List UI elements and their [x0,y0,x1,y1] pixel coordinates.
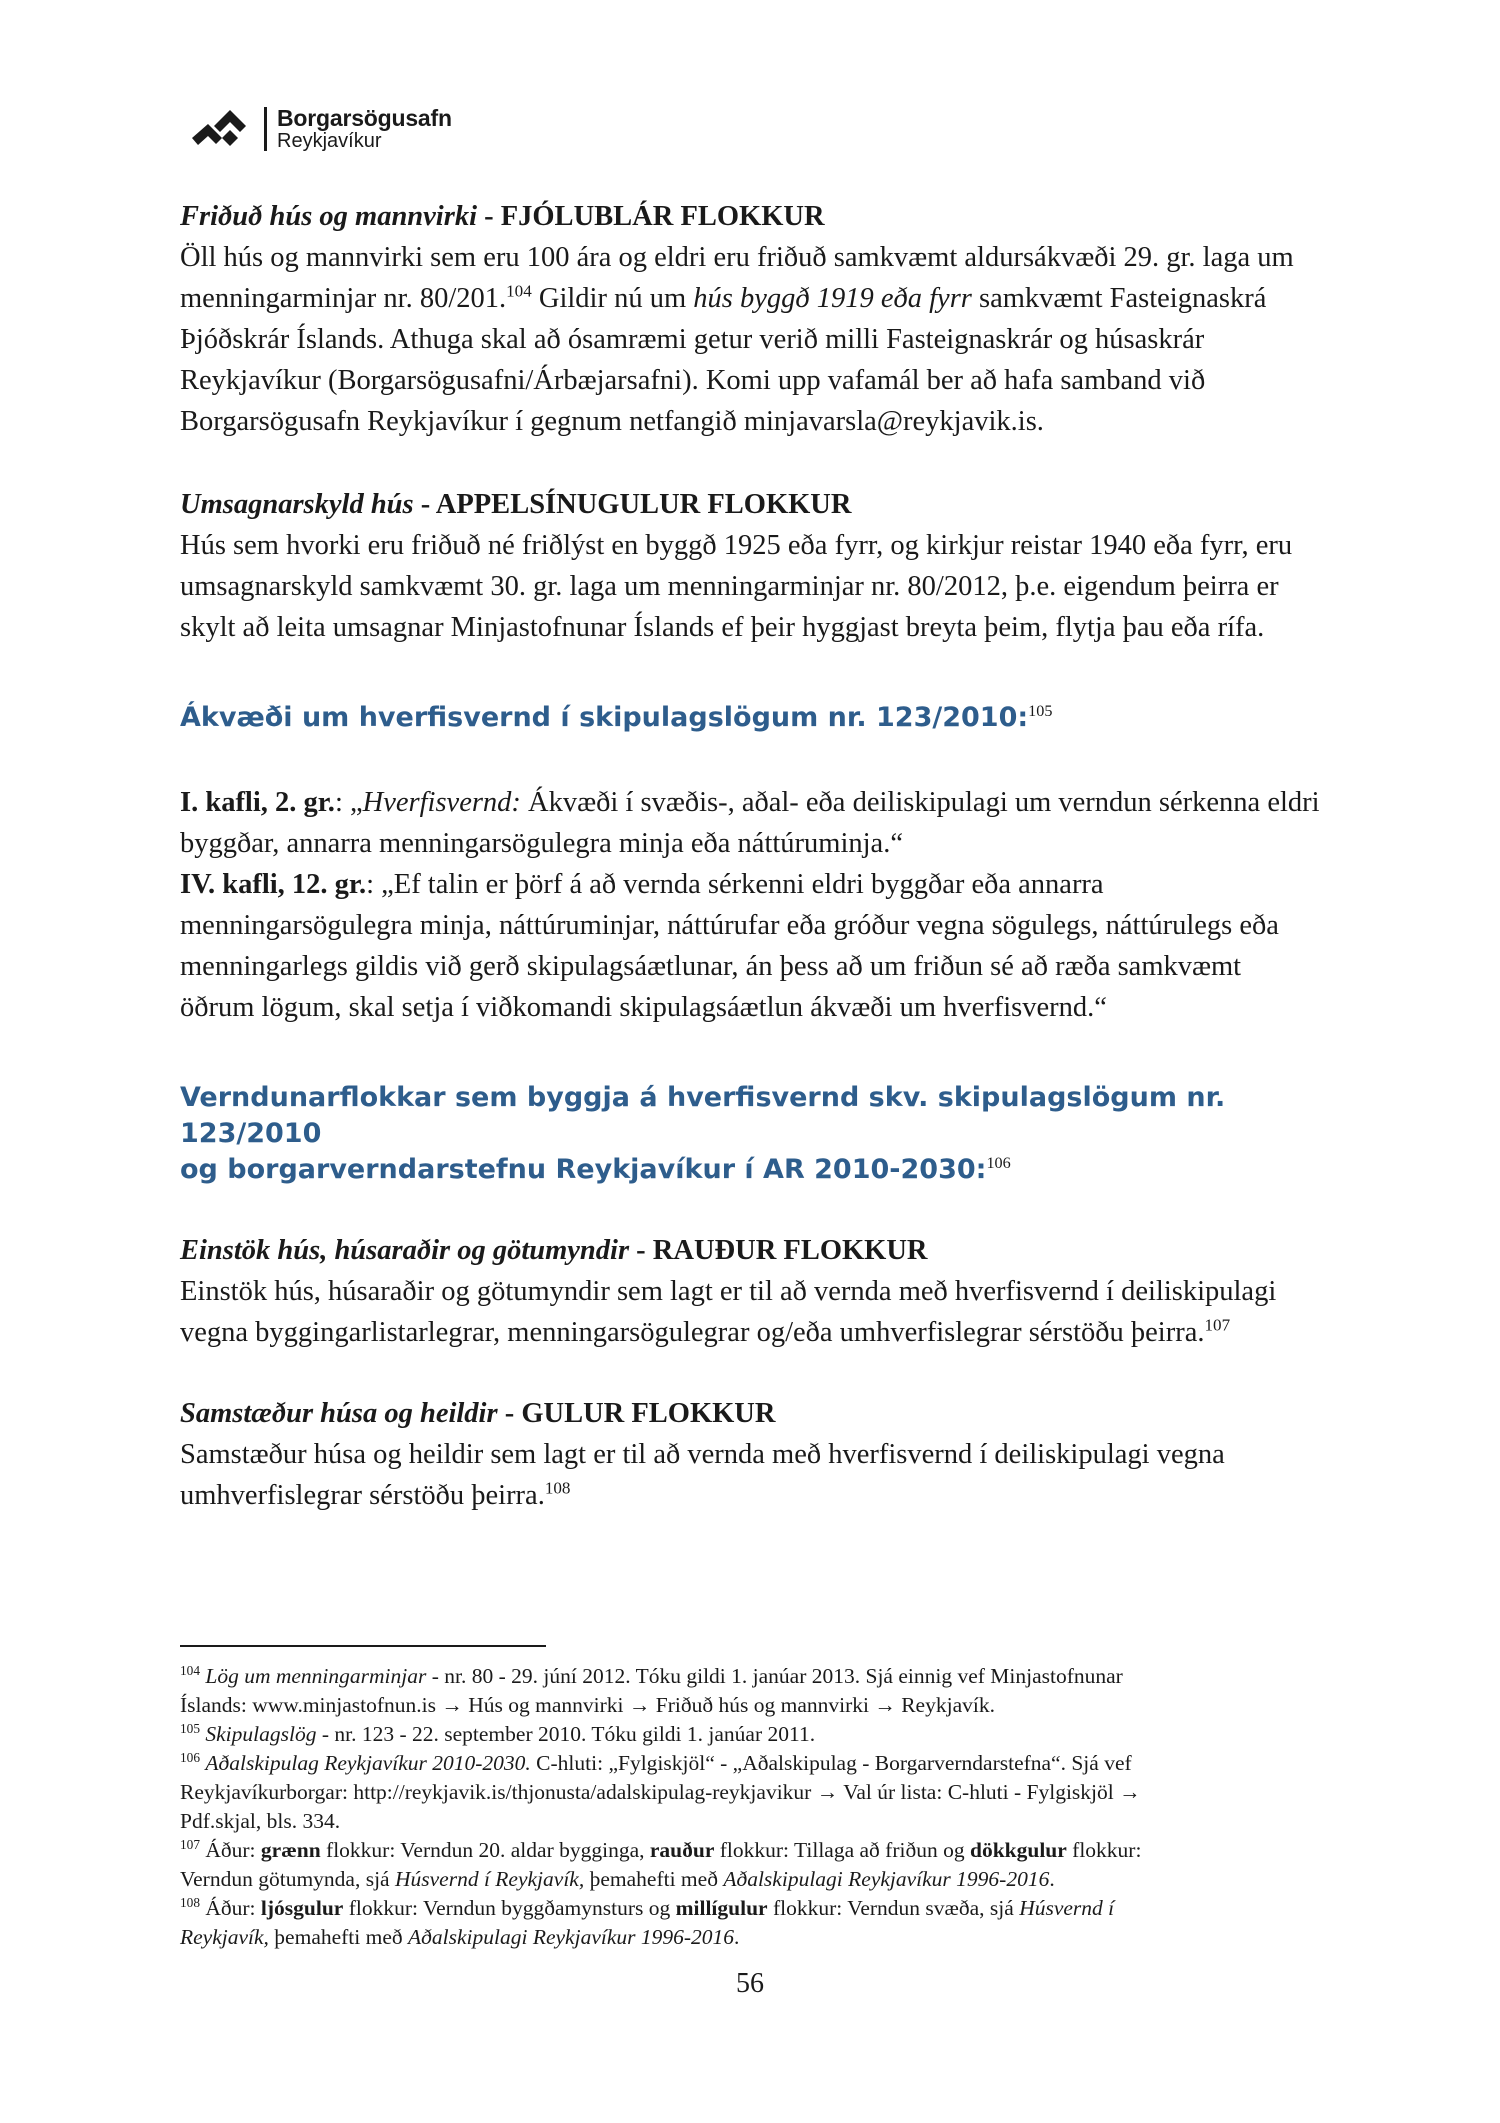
footnote-104: $^{104}$ Lög um menningarminjar - nr. 80 - 29. júní 2012. Tóku gildi 1. janúar 2013. Sjá einnig vef Minjastofnunar Íslands: www.minjastofnun.is → Hús og mannvirki → Friðuð hús og mannvirki → Reykjavík. [180,1662,1123,1717]
footnote-ref: 105 [1028,702,1053,720]
footnote-105: $^{105}$ Skipulagslög - nr. 123 - 22. september 2010. Tóku gildi 1. janúar 2011. [180,1720,816,1746]
footnote-106: $^{106}$ Aðalskipulag Reykjavíkur 2010-2030. C-hluti: „Fylgiskjöl“ - „Aðalskipulag - Borgarverndarstefna“. Sjá vef Reykjavíkurborgar: http://reykjavik.is/thjonusta/adalskipulag-reykjavikur → Val úr lista: C-hluti - Fylgiskjöl → Pdf.skjal, bls. 334. [180,1749,1141,1833]
logo-name: Borgarsögusafn [277,105,452,132]
law-quotes [180,782,1320,1028]
quote-kafli-1: I. kafli, 2. gr.: „Hverfisvernd: Ákvæði í svæðis-, aðal- eða deiliskipulagi um verndun sérkenna eldri byggðar, annarra menningarsögulegra minja eða náttúruminja.“ [180,787,1320,859]
section-gulur [180,1393,1320,1516]
main-content [180,196,1320,1516]
section-text: Einstök hús, húsaraðir og götumyndir sem lagt er til að vernda með hverfisvernd í deiliskipulagi vegna byggingarlistarlegrar, menningarsögulegrar og/eða umhverfislegrar sérstöðu þeirra.$^{107}$ [180,1276,1277,1348]
footnote-ref: 104 [506,281,532,301]
section-text: Öll hús og mannvirki sem eru 100 ára og eldri eru friðuð samkvæmt aldursákvæði 29. gr. laga um menningarminjar nr. 80/201.$^{104}$ Gildir nú um hús byggð 1919 eða fyrr samkvæmt Fasteignaskrá Þjóðskrár Íslands. Athuga skal að ósamræmi getur verið milli Fasteignaskrár og húsaskrár Reykjavíkur (Borgarsögusafni/Árbæjarsafni). Komi upp vafamál ber að hafa samband við Borgarsögusafn Reykjavíkur í gegnum netfangið minjavarsla@reykjavik.is. [180,242,1294,437]
section-heading: Friðuð hús og mannvirki - FJÓLUBLÁR FLOKKUR [180,201,825,232]
section-title-verndunarflokkar: Verndunarflokkar sem byggja á hverfisvernd skv. skipulagslögum nr. 123/2010 og borgarverndarstefnu Reykjavíkur í AR 2010-2030:$^{106}$ [180,1082,1226,1185]
page-number: 56 [736,1968,764,1999]
section-heading: Umsagnarskyld hús - APPELSÍNUGULUR FLOKKUR [180,489,852,520]
section-text: Hús sem hvorki eru friðuð né friðlýst en byggð 1925 eða fyrr, og kirkjur reistar 1940 eða fyrr, eru umsagnarskyld samkvæmt 30. gr. laga um menningarminjar nr. 80/2012, þ.e. eigendum þeirra er skylt að leita umsagnar Minjastofnunar Íslands ef þeir hyggjast breyta þeim, flytja þau eða rífa. [180,530,1293,643]
footnote-107: $^{107}$ Áður: grænn flokkur: Verndun 20. aldar bygginga, rauður flokkur: Tillaga að friðun og dökkgulur flokkur: Verndun götumynda, sjá Húsvernd í Reykjavík, þemahefti með Aðalskipulagi Reykjavíkur 1996-2016. [180,1836,1142,1891]
footnotes [180,1662,1330,1952]
logo-divider [264,107,267,151]
logo-subtitle: Reykjavíkur [277,129,382,152]
logo [192,104,452,154]
quote-kafli-4: IV. kafli, 12. gr.: „Ef talin er þörf á að vernda sérkenni eldri byggðar eða annarra menningarsögulegra minja, náttúruminjar, náttúrufar eða gróður vegna sögulegs, náttúrulegs eða menningarlegs gildis við gerð skipulagsáætlunar, án þess að um friðun sé að ræða samkvæmt öðrum lögum, skal setja í viðkomandi skipulagsáætlun ákvæði um hverfisvernd.“ [180,869,1279,1023]
section-title-hverfisvernd: Ákvæði um hverfisvernd í skipulagslögum nr. 123/2010:$^{105}$ [180,702,1053,733]
footnote-divider [180,1645,546,1647]
footnote-ref: 108 [544,1478,571,1498]
footnote-ref: 107 [1204,1315,1231,1335]
footnote-ref: 106 [986,1154,1011,1172]
section-raudur [180,1230,1320,1353]
logo-text [277,106,452,151]
logo-icon [192,104,256,154]
footnote-108: $^{108}$ Áður: ljósgulur flokkur: Verndun byggðamynsturs og millígulur flokkur: Verndun svæða, sjá Húsvernd í Reykjavík, þemahefti með Aðalskipulagi Reykjavíkur 1996-2016. [180,1894,1115,1949]
section-appelsinugulur [180,484,1320,648]
section-heading: Samstæður húsa og heildir - GULUR FLOKKUR [180,1398,776,1429]
section-heading: Einstök hús, húsaraðir og götumyndir - RAUÐUR FLOKKUR [180,1235,928,1266]
section-text: Samstæður húsa og heildir sem lagt er til að vernda með hverfisvernd í deiliskipulagi vegna umhverfislegrar sérstöðu þeirra.$^{108}$ [180,1439,1225,1511]
section-fjolublar [180,196,1320,442]
